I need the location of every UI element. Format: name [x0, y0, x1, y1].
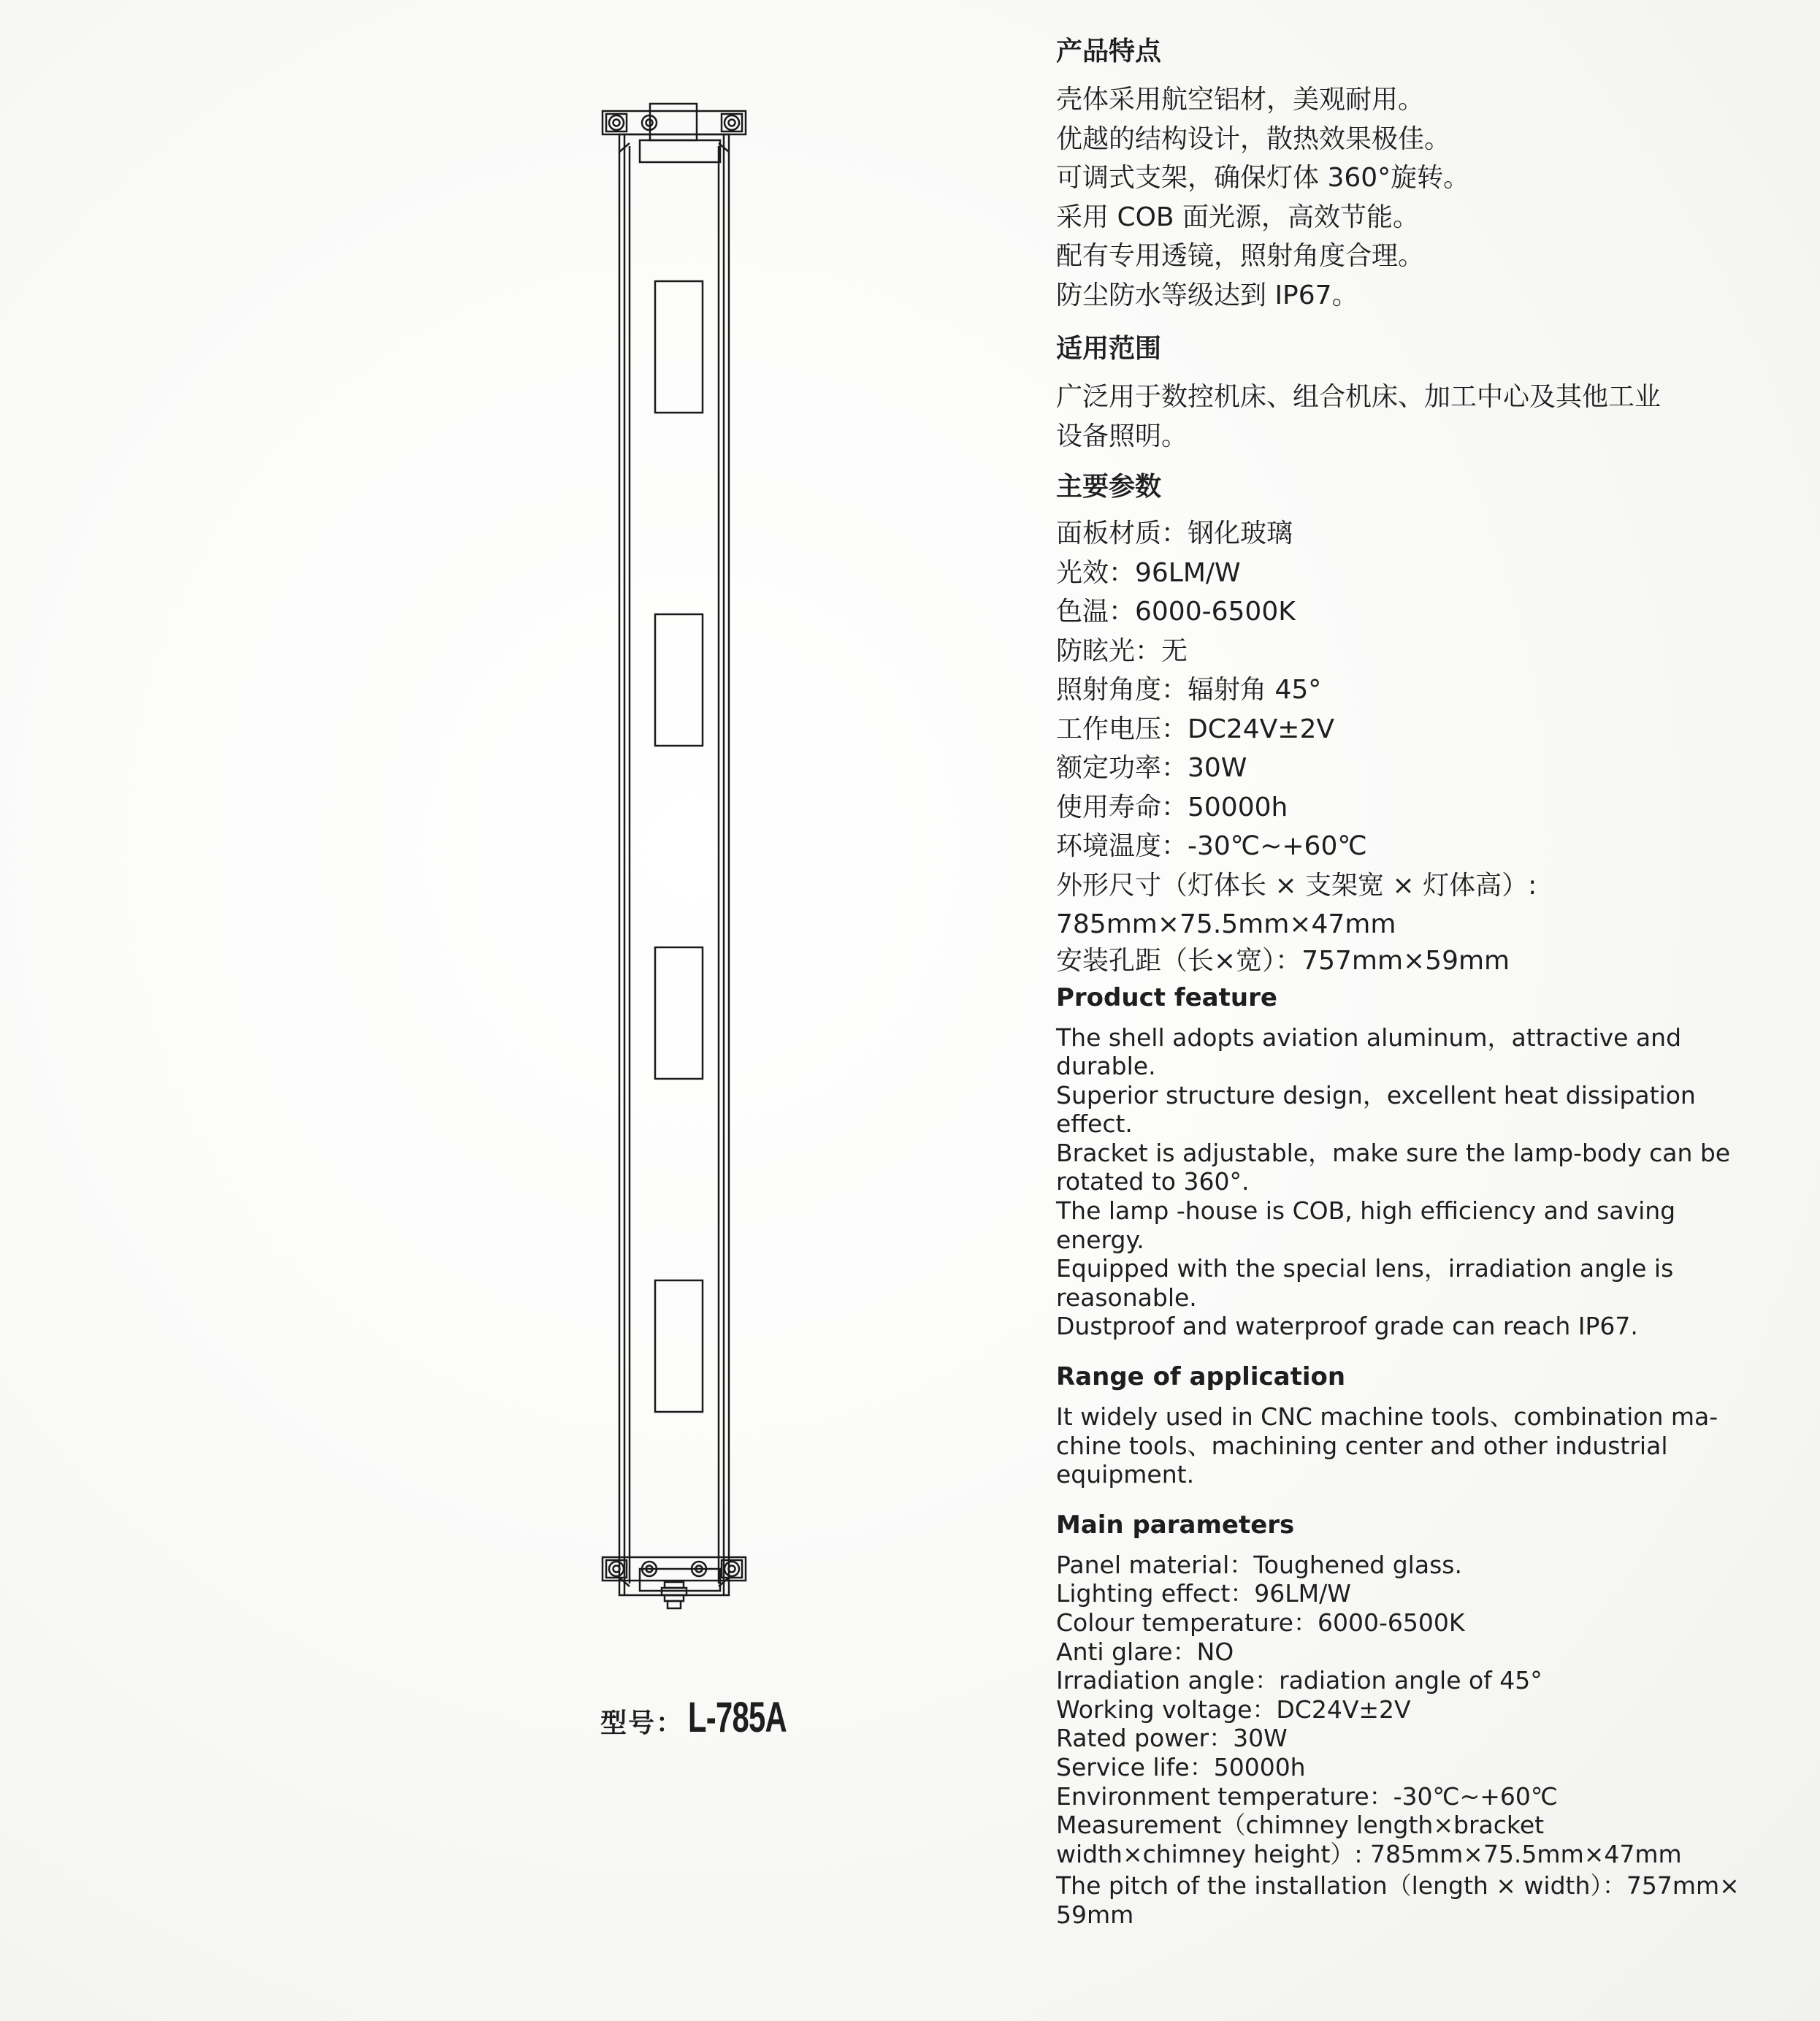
zh-param-line: 外形尺寸（灯体长 × 支架宽 × 灯体高）: [1056, 870, 1537, 901]
en-feature-line: durable. [1056, 1052, 1156, 1081]
en-feature-line: energy. [1056, 1225, 1144, 1254]
lamp-body-outline [619, 134, 729, 1595]
led-window-4 [655, 1280, 703, 1412]
en-params-title: Main parameters [1056, 1510, 1295, 1540]
led-window-1 [655, 281, 703, 413]
en-param-line: Colour temperature：6000-6500K [1056, 1608, 1465, 1637]
en-param-line: width×chimney height）: 785mm×75.5mm×47mm [1056, 1839, 1682, 1868]
zh-features-title: 产品特点 [1056, 37, 1162, 66]
zh-range-line: 设备照明。 [1056, 421, 1188, 451]
en-feature-line: reasonable. [1056, 1283, 1197, 1312]
en-range-line: chine tools、machining center and other industrial [1056, 1431, 1668, 1460]
zh-feature-line: 配有专用透镜，照射角度合理。 [1056, 241, 1425, 271]
en-feature-line: effect. [1056, 1109, 1133, 1139]
zh-param-line: 防眩光：无 [1056, 635, 1188, 666]
en-features-section [1056, 981, 1801, 1342]
zh-param-line: 安装孔距（长×宽）：757mm×59mm [1056, 945, 1510, 976]
led-window-3 [655, 947, 703, 1079]
en-param-line: Working voltage：DC24V±2V [1056, 1695, 1411, 1724]
zh-feature-line: 采用 COB 面光源，高效节能。 [1056, 202, 1420, 232]
en-range-line: equipment. [1056, 1460, 1195, 1489]
zh-params-title: 主要参数 [1056, 472, 1162, 502]
zh-feature-line: 可调式支架，确保灯体 360°旋转。 [1056, 163, 1470, 193]
led-window-2 [655, 614, 703, 746]
zh-param-line: 色温：6000-6500K [1056, 597, 1296, 627]
model-label: 型号： [600, 1708, 684, 1738]
en-feature-line: rotated to 360°. [1056, 1167, 1250, 1196]
spec-text-column [1056, 32, 1801, 1930]
zh-param-line: 785mm×75.5mm×47mm [1056, 909, 1396, 939]
zh-param-line: 使用寿命：50000h [1056, 792, 1288, 822]
en-param-line: 59mm [1056, 1900, 1134, 1929]
zh-range-title: 适用范围 [1056, 334, 1162, 364]
en-range-section [1056, 1360, 1801, 1489]
zh-feature-line: 防尘防水等级达到 IP67。 [1056, 280, 1358, 310]
en-param-line: Measurement（chimney length×bracket [1056, 1811, 1545, 1840]
zh-param-line: 光效：96LM/W [1056, 557, 1241, 588]
en-param-line: Rated power：30W [1056, 1724, 1288, 1753]
en-feature-line: The lamp -house is COB, high efficiency and saving [1056, 1196, 1676, 1226]
zh-param-line: 环境温度：-30℃~+60℃ [1056, 831, 1367, 861]
en-feature-line: The shell adopts aviation aluminum，attractive and [1056, 1023, 1682, 1052]
en-features-title: Product feature [1056, 982, 1277, 1012]
en-feature-line: Bracket is adjustable，make sure the lamp-body can be [1056, 1138, 1731, 1167]
en-range-line: It widely used in CNC machine tools、combination ma- [1056, 1402, 1718, 1432]
model-number-caption [600, 1693, 825, 1742]
zh-params-section [1056, 467, 1801, 978]
en-param-line: Anti glare：NO [1056, 1637, 1234, 1666]
zh-param-line: 面板材质：钢化玻璃 [1056, 519, 1293, 549]
en-param-line: Lighting effect：96LM/W [1056, 1579, 1351, 1608]
en-param-line: Environment temperature：-30℃~+60℃ [1056, 1781, 1558, 1811]
zh-param-line: 照射角度：辐射角 45° [1056, 675, 1322, 705]
en-feature-line: Superior structure design，excellent heat dissipation [1056, 1080, 1696, 1109]
zh-param-line: 额定功率：30W [1056, 753, 1247, 783]
zh-features-section [1056, 32, 1801, 315]
zh-range-section [1056, 329, 1801, 456]
en-param-line: The pitch of the installation（length × width）：757mm× [1056, 1871, 1740, 1900]
cable-gland [662, 1582, 687, 1608]
zh-range-line: 广泛用于数控机床、组合机床、加工中心及其他工业 [1056, 382, 1662, 412]
zh-param-line: 工作电压：DC24V±2V [1056, 714, 1334, 744]
en-param-line: Panel material：Toughened glass. [1056, 1550, 1462, 1579]
en-range-title: Range of application [1056, 1362, 1346, 1392]
zh-feature-line: 优越的结构设计，散热效果极佳。 [1056, 123, 1451, 154]
lamp-technical-drawing [584, 95, 774, 1636]
en-params-section [1056, 1508, 1801, 1930]
en-feature-line: Dustproof and waterproof grade can reach IP67. [1056, 1312, 1638, 1341]
en-feature-line: Equipped with the special lens，irradiation angle is [1056, 1254, 1674, 1283]
en-param-line: Service life：50000h [1056, 1752, 1306, 1781]
en-param-line: Irradiation angle：radiation angle of 45° [1056, 1666, 1542, 1695]
model-number: L-785A [688, 1694, 787, 1741]
zh-feature-line: 壳体采用航空铝材，美观耐用。 [1056, 85, 1425, 115]
